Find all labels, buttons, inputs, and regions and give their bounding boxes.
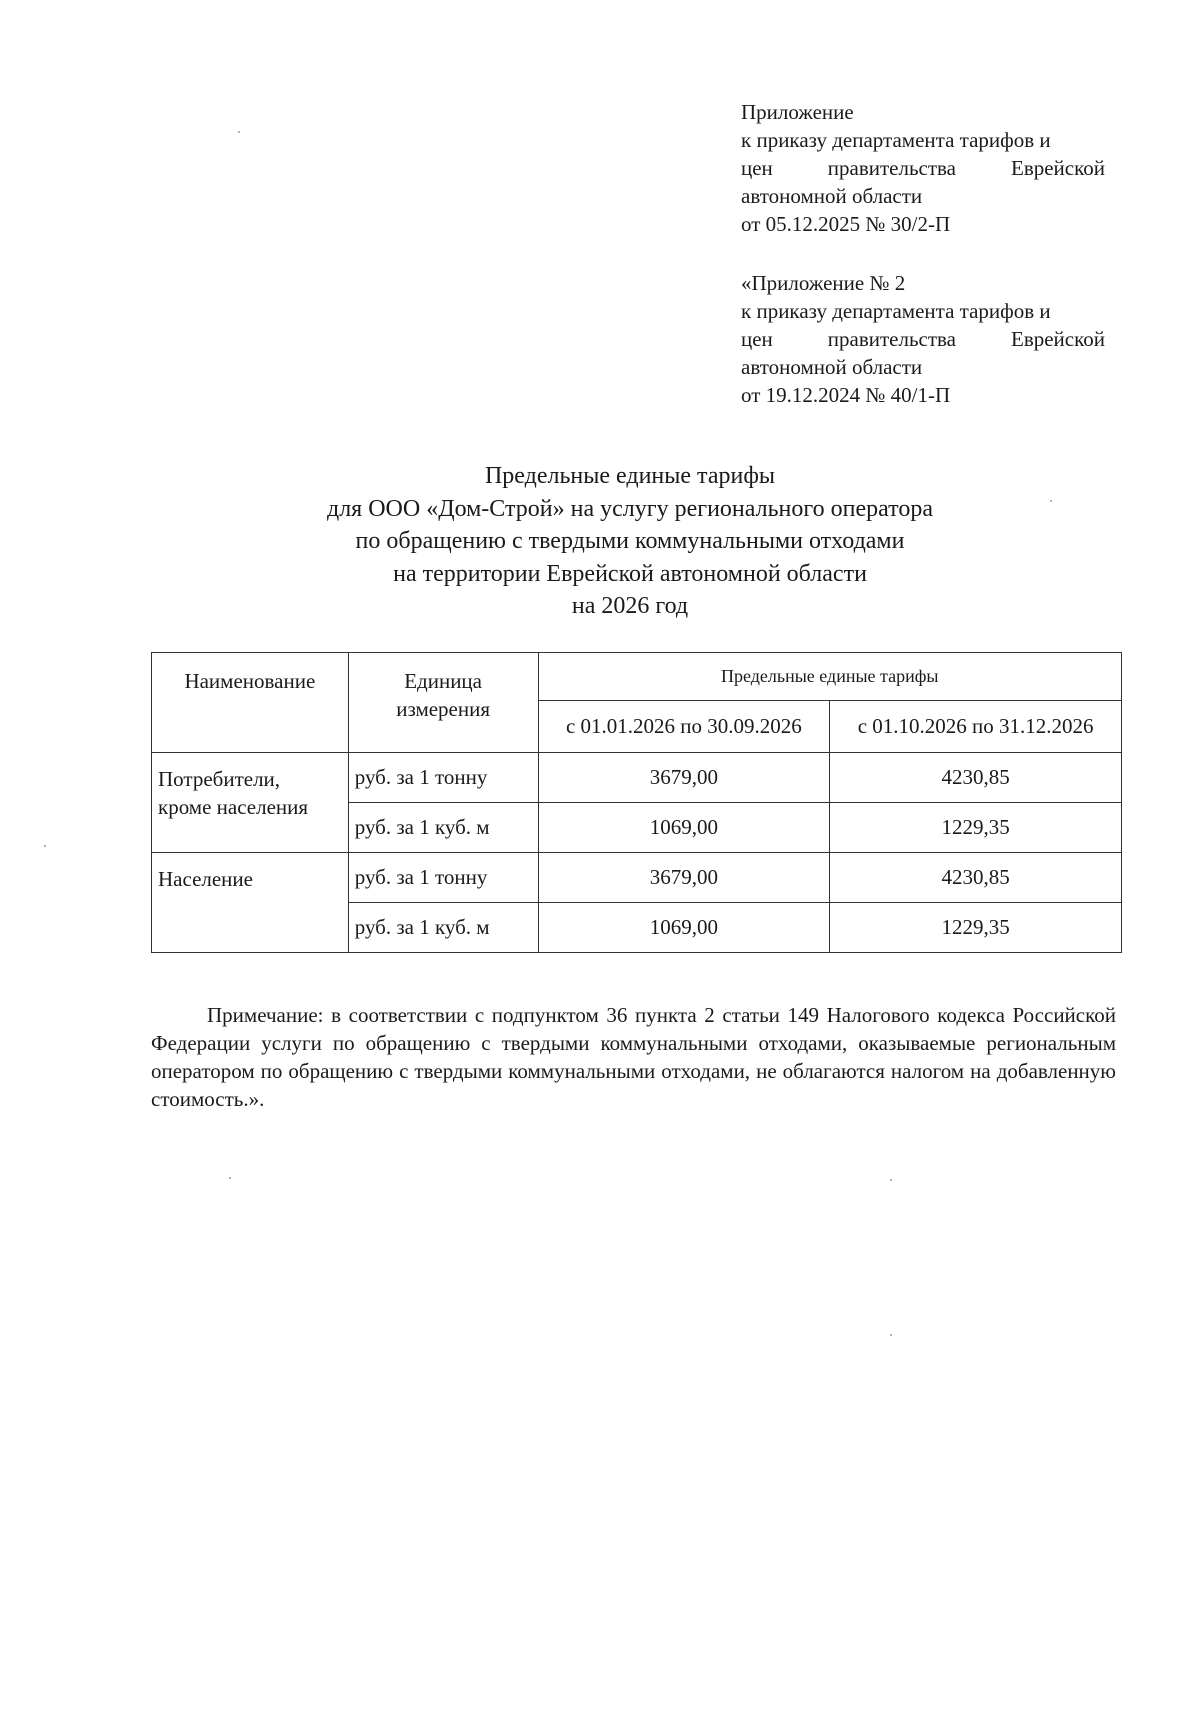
approval-order-ref: к приказу департамента тарифов и <box>741 299 1051 323</box>
approval-heading: «Приложение № 2 <box>741 271 906 295</box>
row-value-period-1: 3679,00 <box>538 753 830 803</box>
row-value-period-2: 4230,85 <box>830 853 1122 903</box>
category-line: Население <box>158 867 253 891</box>
row-value-period-2: 1229,35 <box>830 903 1122 953</box>
approval-region: автономной области <box>741 355 923 379</box>
approval-region: автономной области <box>741 184 923 208</box>
row-value-period-2: 4230,85 <box>830 753 1122 803</box>
row-category <box>152 753 349 853</box>
table-row <box>152 753 1122 803</box>
approval-block-previous <box>741 269 1105 409</box>
scan-speck <box>229 1177 231 1179</box>
scan-speck <box>1050 500 1052 502</box>
row-unit: руб. за 1 тонну <box>348 853 538 903</box>
category-line: кроме населения <box>158 795 309 819</box>
row-category <box>152 853 349 953</box>
header-name: Наименование <box>152 653 349 753</box>
approval-order-ref: к приказу департамента тарифов и <box>741 128 1051 152</box>
header-unit-line: измерения <box>396 697 491 721</box>
scan-speck <box>890 1334 892 1336</box>
table-row <box>152 853 1122 903</box>
header-period-2: с 01.10.2026 по 31.12.2026 <box>830 701 1122 753</box>
tariffs-table <box>151 652 1122 953</box>
row-value-period-2: 1229,35 <box>830 803 1122 853</box>
approval-authority: цен правительства Еврейской <box>741 156 1105 180</box>
row-unit: руб. за 1 куб. м <box>348 903 538 953</box>
row-value-period-1: 1069,00 <box>538 903 830 953</box>
title-line: на территории Еврейской автономной области <box>393 560 867 587</box>
scan-speck <box>238 131 240 133</box>
category-line: Потребители, <box>158 767 281 791</box>
table-header-row <box>152 653 1122 701</box>
approval-date-number: от 19.12.2024 № 40/1-П <box>741 383 951 407</box>
row-value-period-1: 3679,00 <box>538 853 830 903</box>
document-title <box>180 460 1080 623</box>
header-unit-line: Единица <box>404 669 482 693</box>
scan-speck <box>890 1179 892 1181</box>
row-value-period-1: 1069,00 <box>538 803 830 853</box>
approval-heading: Приложение <box>741 100 854 124</box>
title-line: по обращению с твердыми коммунальными отходами <box>355 528 905 554</box>
document-note: Примечание: в соответствии с подпунктом 36 пункта 2 статьи 149 Налогового кодекса Российской Федерации услуги по обращению с твердыми коммунальными отходами, оказываемые региональным оператором по обращению с твердыми коммунальными отходами, не облагаются налогом на добавленную стоимость.». <box>151 1003 1116 1111</box>
approval-authority: цен правительства Еврейской <box>741 327 1105 351</box>
header-tariff-group: Предельные единые тарифы <box>538 653 1122 701</box>
header-period-1: с 01.01.2026 по 30.09.2026 <box>538 701 830 753</box>
title-line: Предельные единые тарифы <box>484 463 776 489</box>
scan-speck <box>44 845 46 847</box>
row-unit: руб. за 1 тонну <box>348 753 538 803</box>
title-line: на 2026 год <box>571 593 689 619</box>
approval-date-number: от 05.12.2025 № 30/2-П <box>741 212 951 236</box>
title-line: для ООО «Дом-Строй» на услугу регионального оператора <box>326 495 933 522</box>
header-unit <box>348 653 538 753</box>
row-unit: руб. за 1 куб. м <box>348 803 538 853</box>
approval-block-current <box>741 98 1105 238</box>
